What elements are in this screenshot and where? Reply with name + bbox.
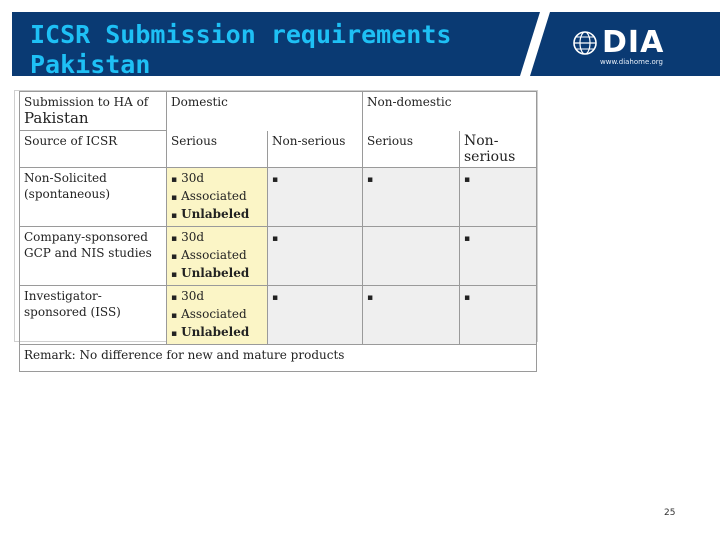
requirements-table-frame: [14, 90, 538, 362]
nondomestic-serious-cell: [363, 226, 460, 285]
requirements-table: [19, 91, 537, 372]
slide-title-line1: ICSR Submission requirements: [30, 20, 452, 49]
domestic-nonserious-cell: ▪: [268, 226, 363, 285]
corner-line2: Pakistan: [24, 109, 89, 127]
nondomestic-serious-cell: ▪: [363, 285, 460, 344]
subheader-row: [20, 131, 537, 168]
corner-line1: Submission to HA of: [24, 95, 149, 109]
table-row: [20, 167, 537, 226]
dia-logo: [572, 26, 692, 70]
table-row: [20, 226, 537, 285]
source-header: Source of ICSR: [20, 131, 167, 168]
logo-url: www.diahome.org: [600, 58, 663, 66]
domestic-nonserious-cell: ▪: [268, 285, 363, 344]
slide-header: [0, 0, 720, 80]
source-cell: Non-Solicited (spontaneous): [20, 167, 167, 226]
source-cell: Investigator-sponsored (ISS): [20, 285, 167, 344]
slide-title-line2: Pakistan: [30, 50, 151, 79]
nondomestic-nonserious-cell: ▪: [460, 167, 537, 226]
corner-cell: [20, 92, 167, 131]
slide-title: [30, 20, 451, 80]
nondomestic-serious-header: Serious: [363, 131, 460, 168]
globe-icon: [572, 30, 598, 56]
nondomestic-serious-cell: ▪: [363, 167, 460, 226]
domestic-header: Domestic: [167, 92, 363, 131]
domestic-serious-cell: ▪ 30d ▪ Associated ▪ Unlabeled: [167, 226, 268, 285]
non-domestic-header: Non-domestic: [363, 92, 537, 131]
domestic-nonserious-header: Non-serious: [268, 131, 363, 168]
source-cell: Company-sponsored GCP and NIS studies: [20, 226, 167, 285]
nondomestic-nonserious-cell: ▪: [460, 226, 537, 285]
domestic-nonserious-cell: ▪: [268, 167, 363, 226]
domestic-serious-cell: ▪ 30d ▪ Associated ▪ Unlabeled: [167, 167, 268, 226]
domestic-serious-header: Serious: [167, 131, 268, 168]
table-header-row: [20, 92, 537, 131]
nondomestic-nonserious-cell: ▪: [460, 285, 537, 344]
table-row: [20, 285, 537, 344]
remark-cell: Remark: No difference for new and mature products: [20, 344, 537, 371]
page-number: 25: [664, 508, 676, 518]
domestic-serious-cell: ▪ 30d ▪ Associated ▪ Unlabeled: [167, 285, 268, 344]
nondomestic-nonserious-header: Non-serious: [460, 131, 537, 168]
logo-wordmark: DIA: [602, 25, 665, 60]
remark-row: [20, 344, 537, 371]
